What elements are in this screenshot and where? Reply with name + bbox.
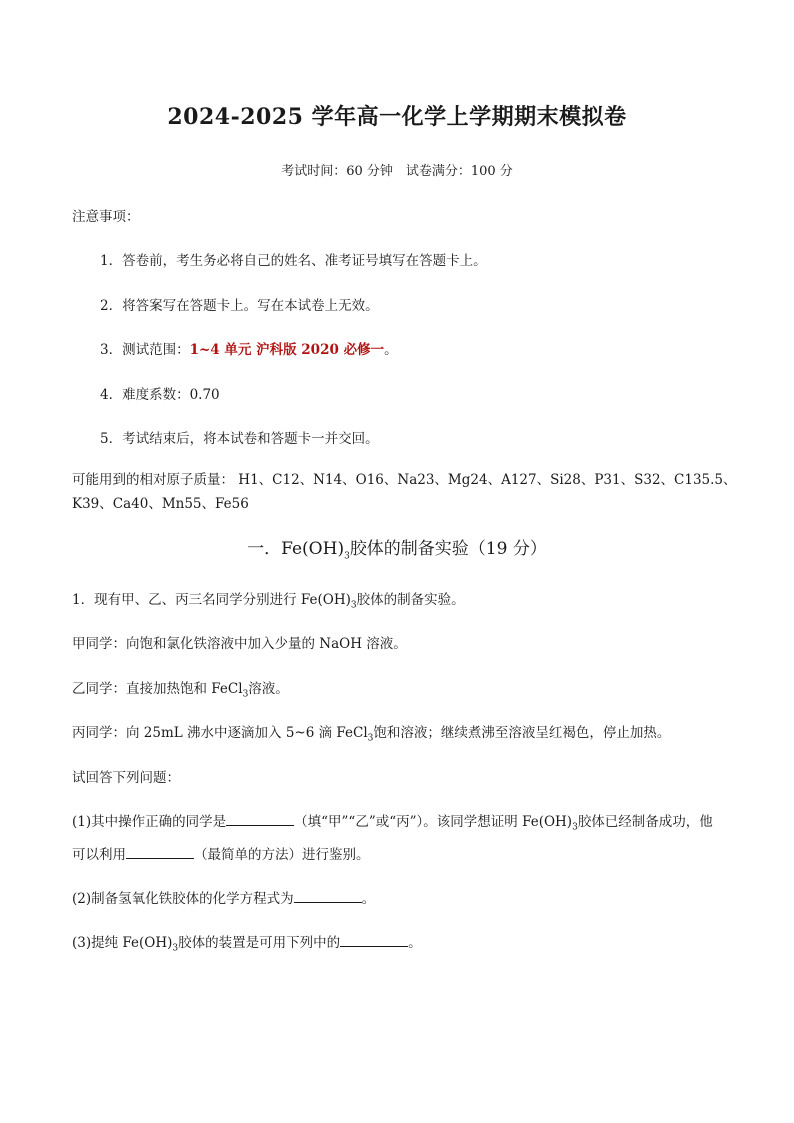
answer-blank-3[interactable] [294,890,362,903]
exam-title: 2024-2025 学年高一化学上学期期末模拟卷 [167,104,627,130]
student-yi-a: 乙同学：直接加热饱和 FeCl [72,681,243,697]
atomic-mass-line-2: K39、Ca40、Mn55、Fe56 [72,496,249,512]
student-yi-b: 溶液。 [248,681,289,697]
question-intro-b: 胶体的制备实验。 [356,592,465,608]
notice-item-1: 1．答卷前，考生务必将自己的姓名、准考证号填写在答题卡上。 [100,253,487,269]
subquestion-1-line-1 [72,810,713,833]
test-range-highlight: 1~4 单元 沪科版 2020 必修一 [189,342,385,358]
section-heading [0,534,794,561]
subquestion-3-b: 胶体的装置是可用下列中的 [178,935,341,951]
student-bing-subscript: 3 [367,733,374,744]
notice-item-4: 4．难度系数：0.70 [100,387,220,403]
subquestion-3-subscript: 3 [172,943,179,954]
subquestion-1-d: 可以利用 [72,847,126,863]
subquestion-1-subscript: 3 [572,822,578,833]
question-intro [72,588,465,611]
answer-blank-2[interactable] [126,846,194,859]
student-bing-b: 饱和溶液；继续煮沸至溶液呈红褐色，停止加热。 [373,725,671,741]
subquestion-3-a: (3)提纯 Fe(OH) [72,935,173,951]
subquestion-3 [72,931,422,954]
notice-item-5: 5．考试结束后，将本试卷和答题卡一并交回。 [100,431,379,447]
section-heading-prefix: 一．Fe(OH) [247,539,345,559]
exam-subtitle: 考试时间：60 分钟 试卷满分：100 分 [281,164,513,179]
subquestion-2-a: (2)制备氢氧化铁胶体的化学方程式为 [72,891,294,907]
student-jia: 甲同学：向饱和氯化铁溶液中加入少量的 NaOH 溶液。 [72,636,407,652]
subquestion-1-line-2 [72,843,370,863]
student-yi-subscript: 3 [242,689,249,700]
subquestion-1-c: 胶体已经制备成功，他 [577,814,713,830]
student-bing [72,721,670,744]
answer-blank-4[interactable] [340,934,408,947]
notice-item-3-label: 3．测试范围： [100,342,190,358]
subquestion-2 [72,887,375,907]
section-heading-suffix: 胶体的制备实验（19 分） [349,539,547,559]
student-bing-a: 丙同学：向 25mL 沸水中逐滴加入 5~6 滴 FeCl [72,725,368,741]
question-prompt: 试回答下列问题： [72,770,180,786]
subquestion-3-c: 。 [408,935,422,951]
atomic-mass-line-1: 可能用到的相对原子质量： H1、C12、N14、O16、Na23、Mg24、A127、Si28、P31、S32、C135.5、 [72,472,737,488]
answer-blank-1[interactable] [226,813,294,826]
question-intro-subscript: 3 [350,600,357,611]
notice-item-3-suffix: 。 [384,342,398,358]
question-intro-a: 1．现有甲、乙、丙三名同学分别进行 Fe(OH) [72,592,351,608]
subquestion-1-e: （最简单的方法）进行鉴别。 [194,847,370,863]
student-yi [72,677,289,700]
subquestion-1-b: （填“甲”“乙”或“丙”）。该同学想证明 Fe(OH) [294,814,573,830]
notice-item-3 [100,338,398,358]
notice-heading: 注意事项： [72,209,140,225]
subquestion-2-b: 。 [361,891,376,907]
subquestion-1-a: (1)其中操作正确的同学是 [72,814,227,830]
section-heading-subscript: 3 [344,551,350,562]
notice-item-2: 2．将答案写在答题卡上。写在本试卷上无效。 [100,298,379,314]
